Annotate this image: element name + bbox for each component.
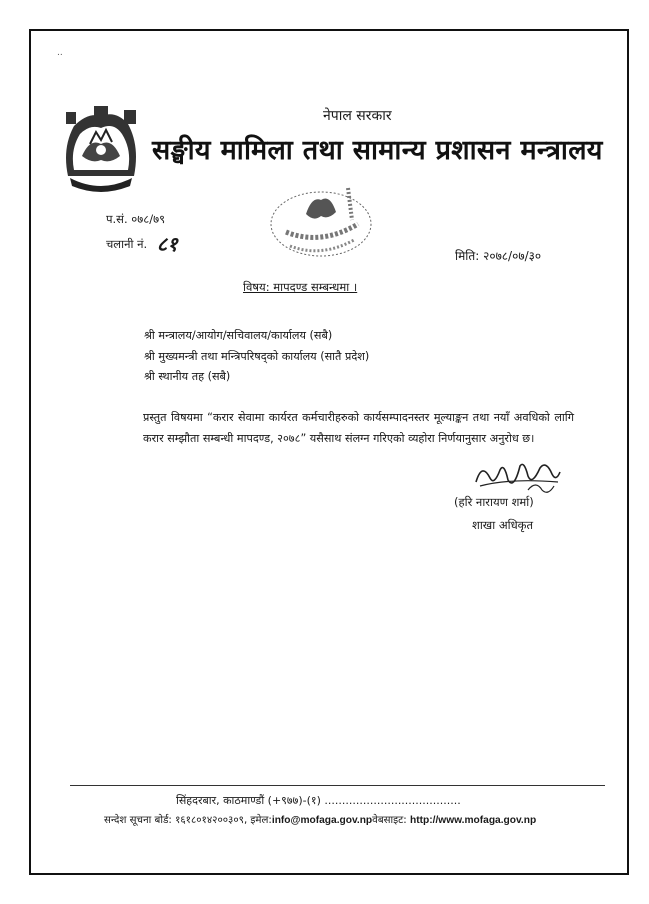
subject-line: विषय: मापदण्ड सम्बन्धमा ।	[243, 280, 358, 294]
letter-body: प्रस्तुत विषयमा “करार सेवामा कार्यरत कर्मचारीहरुको कार्यसम्पादनस्तर मूल्याङ्कन तथा नयाँ अवधिको लागि करार सम्झौता सम्बन्धी मापदण्ड, २०७८” यसैसाथ संलग्न गरिएको व्यहोरा निर्णयानुसार अनुरोध छ।	[143, 411, 574, 445]
dispatch-label: चलानी नं.	[106, 237, 148, 251]
recipient-item: श्री स्थानीय तह (सबै)	[144, 370, 231, 383]
footer-divider	[70, 785, 605, 786]
footer-sms-label: सन्देश सूचना बोर्ड: १६१८०१४२००३०९, इमेल:	[104, 815, 272, 826]
government-name: नेपाल सरकार	[323, 108, 392, 124]
signatory-name: (हरि नारायण शर्मा)	[454, 495, 534, 509]
nepal-emblem-icon	[60, 104, 142, 192]
footer-website-label: वेबसाइट:	[372, 815, 407, 826]
handwritten-signature-icon	[470, 456, 565, 498]
ministry-name: सङ्घीय मामिला तथा सामान्य प्रशासन मन्त्रालय	[152, 135, 603, 166]
footer-contact	[104, 812, 536, 826]
dispatch-number	[106, 230, 178, 257]
footer-website-link[interactable]: http://www.mofaga.gov.np	[409, 815, 537, 826]
signatory-title: शाखा अधिकृत	[472, 518, 534, 532]
reference-number: प.सं. ०७८/७९	[106, 212, 166, 226]
recipient-item: श्री मुख्यमन्त्री तथा मन्त्रिपरिषद्को कार्यालय (सातै प्रदेश)	[144, 349, 370, 363]
dispatch-value: ८१	[156, 232, 178, 256]
corner-mark: ..	[57, 48, 63, 58]
recipient-list	[144, 326, 369, 388]
letter-date: मिति: २०७८/०७/३०	[455, 249, 542, 263]
office-seal-icon	[266, 180, 376, 260]
footer-address: सिंहदरबार, काठमाण्डौं (+९७७)-(१) .......................................	[176, 794, 461, 807]
recipient-item: श्री मन्त्रालय/आयोग/सचिवालय/कार्यालय (सबै)	[144, 329, 333, 342]
footer-email-link[interactable]: info@mofaga.gov.np	[271, 815, 373, 826]
